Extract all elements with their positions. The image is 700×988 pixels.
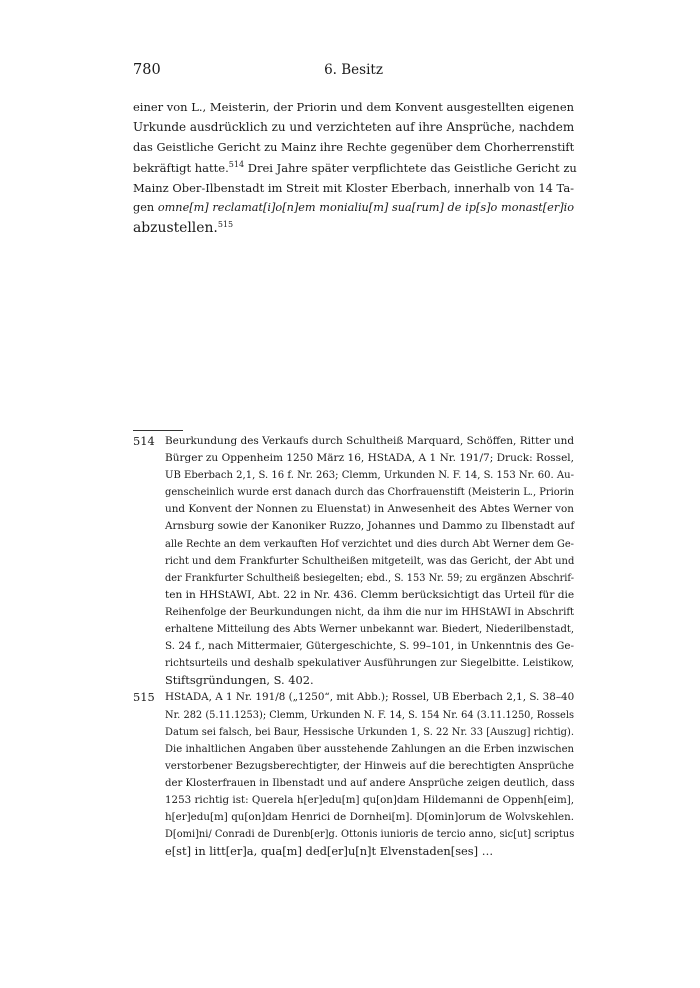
body-line: das Geistliche Gericht zu Mainz ihre Rechte gegenüber dem Chorherrenstift (133, 140, 575, 155)
body-line: Urkunde ausdrücklich zu und verzichteten auf ihre Ansprüche, nachdem (133, 120, 575, 135)
footnote-line: Datum sei falsch, bei Baur, Hessische Urkunden 1, S. 22 Nr. 33 [Auszug] richtig). (165, 726, 574, 738)
footnote-line: UB Eberbach 2,1, S. 16 f. Nr. 263; Clemm, Urkunden N. F. 14, S. 153 Nr. 60. Au- (165, 470, 574, 482)
footnote-line: genscheinlich wurde erst danach durch das Chorfrauenstift (Meisterin L., Priorin (165, 487, 574, 499)
page-number: 780 (133, 62, 161, 78)
footnote-515 (133, 689, 574, 860)
footnote-ref-514[interactable]: 514 (228, 159, 245, 169)
body-line: gen omne[m] reclamat[i]o[n]em monialiu[m] sua[rum] de ip[s]o monast[er]io (133, 201, 574, 215)
footnote-line: Bürger zu Oppenheim 1250 März 16, HStADA, A 1 Nr. 191/7; Druck: Rossel, (165, 452, 574, 465)
footnote-number: 515 (133, 690, 155, 705)
page-header (133, 62, 574, 82)
footnote-line: D[omi]ni/ Conradi de Durenb[er]g. Ottonis iunioris de tercio anno, sic[ut] scriptus (165, 829, 575, 841)
footnotes (133, 433, 574, 860)
footnote-line: erhaltene Mitteilung des Abts Werner unbekannt war. Biedert, Niederilbenstadt, (165, 624, 574, 636)
footnote-number: 514 (133, 434, 155, 448)
footnote-line: ten in HHStAWI, Abt. 22 in Nr. 436. Clemm berücksichtigt das Urteil für die (165, 588, 575, 601)
running-title: 6. Besitz (324, 62, 383, 78)
footnote-line: verstorbener Bezugsberechtigter, der Hinweis auf die berechtigten Ansprüche (165, 759, 574, 772)
footnote-line: der Frankfurter Schultheiß besiegelten; ebd., S. 153 Nr. 59; zu ergänzen Abschrif- (165, 572, 574, 584)
body-line: abzustellen.$^{515}$ (133, 220, 234, 237)
footnote-line: h[er]edu[m] qu[on]dam Henrici de Dornhei[m]. D[omin]orum de Wolvskehlen. (165, 811, 574, 824)
main-text (133, 97, 577, 238)
footnote-ref-515[interactable]: 515 (217, 220, 234, 230)
footnote-line: Nr. 282 (5.11.1253); Clemm, Urkunden N. F. 14, S. 154 Nr. 64 (3.11.1250, Rossels (165, 709, 574, 721)
footnote-line: S. 24 f., nach Mittermaier, Gütergeschichte, S. 99–101, in Unkenntnis des Ge- (165, 640, 574, 653)
footnote-514 (133, 433, 574, 689)
body-line: Mainz Ober-Ilbenstadt im Streit mit Kloster Eberbach, innerhalb von 14 Ta- (133, 180, 575, 195)
footnote-line: und Konvent der Nonnen zu Eluenstat) in Anwesenheit des Abtes Werner von (165, 503, 574, 516)
footnote-line: Arnsburg sowie der Kanoniker Ruzzo, Johannes und Dammo zu Ilbenstadt auf (165, 520, 575, 533)
latin-quote: omne[m] reclamat[i]o[n]em monialiu[m] sua[rum] de ip[s]o monast[er]io (157, 201, 574, 215)
footnote-separator (133, 430, 183, 431)
footnote-line: 1253 richtig ist: Querela h[er]edu[m] qu[on]dam Hildemanni de Oppenh[eim], (165, 793, 574, 806)
body-line: einer von L., Meisterin, der Priorin und dem Konvent ausgestellten eigenen (133, 100, 574, 114)
footnote-line: Beurkundung des Verkaufs durch Schultheiß Marquard, Schöffen, Ritter und (165, 435, 574, 447)
body-line: bekräftigt hatte.$^{514}$ Drei Jahre später verpflichtete das Geistliche Gericht zu (133, 159, 577, 175)
footnote-line: Stiftsgründungen, S. 402. (165, 673, 314, 688)
footnote-line: HStADA, A 1 Nr. 191/8 („1250“, mit Abb.); Rossel, UB Eberbach 2,1, S. 38–40 (165, 691, 575, 704)
footnote-line: richt und dem Frankfurter Schultheißen mitgeteilt, was das Gericht, der Abt und (165, 555, 575, 567)
footnote-line: richtsurteils und deshalb spekulativer Ausführungen zur Siegelbitte. Leistikow, (165, 658, 574, 670)
footnote-line: der Klosterfrauen in Ilbenstadt und auf andere Ansprüche zeigen deutlich, dass (165, 777, 575, 789)
footnote-line: Reihenfolge der Beurkundungen nicht, da ihm die nur im HHStAWI in Abschrift (165, 606, 575, 618)
footnote-line: e[st] in litt[er]a, qua[m] ded[er]u[n]t Elvenstaden[ses] … (165, 844, 494, 859)
footnote-line: Die inhaltlichen Angaben über ausstehende Zahlungen an die Erben inzwischen (165, 743, 574, 755)
footnote-line: alle Rechte an dem verkauften Hof verzichtet und dies durch Abt Werner dem Ge- (165, 538, 574, 550)
